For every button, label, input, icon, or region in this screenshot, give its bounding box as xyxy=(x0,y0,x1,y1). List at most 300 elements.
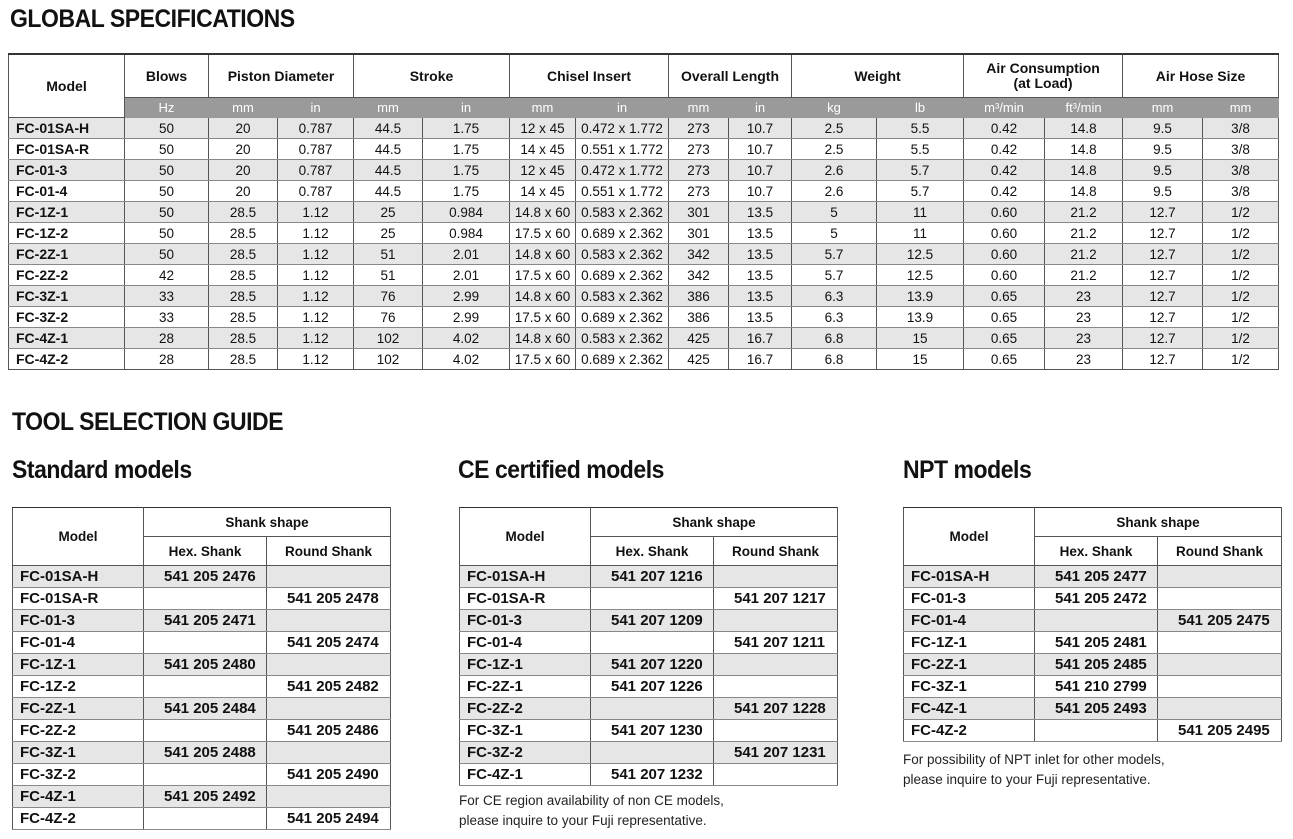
spec-value-cell: 21.2 xyxy=(1045,265,1123,286)
table-row xyxy=(9,307,1279,328)
specs-unit-cell: ft³/min xyxy=(1045,98,1123,118)
table-row xyxy=(13,786,391,808)
table-row xyxy=(460,654,838,676)
spec-value-cell: 0.472 x 1.772 xyxy=(576,160,669,181)
guide-header-model: Model xyxy=(460,508,591,566)
model-cell: FC-01-4 xyxy=(904,610,1035,632)
spec-value-cell: 12 x 45 xyxy=(510,160,576,181)
spec-value-cell: 50 xyxy=(125,139,209,160)
spec-value-cell: 1/2 xyxy=(1203,223,1279,244)
specs-header-model: Model xyxy=(9,54,125,118)
hex-shank-code-cell: 541 205 2493 xyxy=(1035,698,1158,720)
hex-shank-code-cell xyxy=(591,588,714,610)
spec-value-cell: 28.5 xyxy=(209,223,278,244)
note-line: For possibility of NPT inlet for other models, xyxy=(903,752,1165,767)
spec-value-cell: 273 xyxy=(669,181,729,202)
spec-value-cell: 15 xyxy=(877,328,964,349)
spec-value-cell: 0.787 xyxy=(278,181,354,202)
spec-value-cell: 14.8 x 60 xyxy=(510,244,576,265)
spec-value-cell: 1/2 xyxy=(1203,328,1279,349)
spec-value-cell: 14.8 x 60 xyxy=(510,328,576,349)
spec-value-cell: 14.8 xyxy=(1045,118,1123,139)
spec-value-cell: 14.8 xyxy=(1045,160,1123,181)
round-shank-code-cell xyxy=(1158,654,1282,676)
spec-value-cell: 0.583 x 2.362 xyxy=(576,244,669,265)
spec-value-cell: 5.7 xyxy=(877,181,964,202)
spec-value-cell: 1/2 xyxy=(1203,349,1279,370)
table-row xyxy=(460,610,838,632)
spec-value-cell: 1.12 xyxy=(278,265,354,286)
model-cell: FC-1Z-1 xyxy=(460,654,591,676)
spec-value-cell: 3/8 xyxy=(1203,160,1279,181)
spec-value-cell: 0.551 x 1.772 xyxy=(576,139,669,160)
hex-shank-code-cell: 541 207 1226 xyxy=(591,676,714,698)
round-shank-code-cell xyxy=(714,676,838,698)
round-shank-code-cell xyxy=(714,764,838,786)
spec-value-cell: 28.5 xyxy=(209,349,278,370)
table-row xyxy=(9,160,1279,181)
hex-shank-code-cell: 541 210 2799 xyxy=(1035,676,1158,698)
spec-value-cell: 0.65 xyxy=(964,286,1045,307)
spec-value-cell: 51 xyxy=(354,244,423,265)
spec-value-cell: 51 xyxy=(354,265,423,286)
model-cell: FC-2Z-1 xyxy=(904,654,1035,676)
table-row xyxy=(904,654,1282,676)
spec-value-cell: 0.42 xyxy=(964,139,1045,160)
model-cell: FC-2Z-1 xyxy=(13,698,144,720)
note-line: please inquire to your Fuji representative. xyxy=(903,772,1151,787)
specs-unit-cell: in xyxy=(423,98,510,118)
spec-value-cell: 1.12 xyxy=(278,223,354,244)
table-row xyxy=(9,265,1279,286)
spec-value-cell: 9.5 xyxy=(1123,181,1203,202)
model-cell: FC-2Z-1 xyxy=(9,244,125,265)
table-row xyxy=(460,742,838,764)
spec-value-cell: 0.583 x 2.362 xyxy=(576,286,669,307)
hex-shank-code-cell xyxy=(1035,720,1158,742)
round-shank-code-cell xyxy=(714,720,838,742)
spec-value-cell: 0.689 x 2.362 xyxy=(576,223,669,244)
round-shank-code-cell: 541 205 2494 xyxy=(267,808,391,830)
model-cell: FC-01-3 xyxy=(13,610,144,632)
round-shank-code-cell xyxy=(1158,698,1282,720)
spec-value-cell: 25 xyxy=(354,202,423,223)
spec-value-cell: 15 xyxy=(877,349,964,370)
hex-shank-code-cell: 541 207 1216 xyxy=(591,566,714,588)
model-cell: FC-01-4 xyxy=(9,181,125,202)
spec-value-cell: 342 xyxy=(669,265,729,286)
spec-value-cell: 5.7 xyxy=(792,244,877,265)
spec-value-cell: 50 xyxy=(125,202,209,223)
spec-value-cell: 50 xyxy=(125,160,209,181)
spec-value-cell: 28.5 xyxy=(209,244,278,265)
model-cell: FC-4Z-1 xyxy=(460,764,591,786)
round-shank-code-cell: 541 207 1217 xyxy=(714,588,838,610)
spec-value-cell: 3/8 xyxy=(1203,181,1279,202)
spec-value-cell: 14.8 xyxy=(1045,181,1123,202)
spec-value-cell: 0.42 xyxy=(964,118,1045,139)
hex-shank-code-cell xyxy=(144,676,267,698)
spec-value-cell: 14.8 xyxy=(1045,139,1123,160)
spec-value-cell: 44.5 xyxy=(354,139,423,160)
specs-unit-cell: mm xyxy=(1203,98,1279,118)
spec-value-cell: 50 xyxy=(125,223,209,244)
spec-value-cell: 12.7 xyxy=(1123,244,1203,265)
round-shank-code-cell xyxy=(267,610,391,632)
spec-value-cell: 12.7 xyxy=(1123,286,1203,307)
specs-unit-cell: in xyxy=(729,98,792,118)
table-row xyxy=(13,698,391,720)
spec-value-cell: 6.3 xyxy=(792,307,877,328)
spec-value-cell: 12.7 xyxy=(1123,307,1203,328)
table-row xyxy=(9,118,1279,139)
model-cell: FC-4Z-1 xyxy=(9,328,125,349)
spec-value-cell: 12.5 xyxy=(877,265,964,286)
round-shank-code-cell xyxy=(1158,566,1282,588)
spec-value-cell: 2.5 xyxy=(792,139,877,160)
specs-header-weight: Weight xyxy=(792,54,964,98)
table-row xyxy=(904,720,1282,742)
hex-shank-code-cell xyxy=(144,588,267,610)
spec-value-cell: 23 xyxy=(1045,349,1123,370)
hex-shank-code-cell xyxy=(1035,610,1158,632)
spec-value-cell: 6.8 xyxy=(792,349,877,370)
spec-value-cell: 12 x 45 xyxy=(510,118,576,139)
spec-value-cell: 10.7 xyxy=(729,181,792,202)
model-cell: FC-1Z-2 xyxy=(13,676,144,698)
spec-value-cell: 3/8 xyxy=(1203,118,1279,139)
hex-shank-code-cell xyxy=(591,742,714,764)
spec-value-cell: 6.3 xyxy=(792,286,877,307)
model-cell: FC-4Z-1 xyxy=(13,786,144,808)
model-cell: FC-3Z-1 xyxy=(13,742,144,764)
specs-header-air-hose-size: Air Hose Size xyxy=(1123,54,1279,98)
spec-value-cell: 11 xyxy=(877,223,964,244)
spec-value-cell: 6.8 xyxy=(792,328,877,349)
spec-value-cell: 1.12 xyxy=(278,286,354,307)
model-cell: FC-1Z-2 xyxy=(9,223,125,244)
round-shank-code-cell: 541 205 2482 xyxy=(267,676,391,698)
round-shank-code-cell: 541 205 2474 xyxy=(267,632,391,654)
spec-value-cell: 12.7 xyxy=(1123,265,1203,286)
model-cell: FC-4Z-2 xyxy=(13,808,144,830)
table-row xyxy=(460,588,838,610)
hex-shank-code-cell: 541 207 1209 xyxy=(591,610,714,632)
model-cell: FC-01SA-H xyxy=(13,566,144,588)
hex-shank-code-cell xyxy=(144,720,267,742)
specs-unit-cell: Hz xyxy=(125,98,209,118)
spec-value-cell: 5 xyxy=(792,202,877,223)
table-row xyxy=(904,698,1282,720)
table-row xyxy=(13,676,391,698)
specs-header-overall-length: Overall Length xyxy=(669,54,792,98)
spec-value-cell: 301 xyxy=(669,223,729,244)
spec-value-cell: 20 xyxy=(209,118,278,139)
spec-value-cell: 0.689 x 2.362 xyxy=(576,265,669,286)
spec-value-cell: 13.9 xyxy=(877,286,964,307)
spec-value-cell: 0.60 xyxy=(964,223,1045,244)
table-row xyxy=(13,588,391,610)
table-row xyxy=(9,202,1279,223)
spec-value-cell: 44.5 xyxy=(354,118,423,139)
spec-value-cell: 16.7 xyxy=(729,349,792,370)
spec-value-cell: 5 xyxy=(792,223,877,244)
spec-value-cell: 1/2 xyxy=(1203,244,1279,265)
spec-value-cell: 2.01 xyxy=(423,244,510,265)
guide-header-shank-shape: Shank shape xyxy=(591,508,838,537)
spec-value-cell: 50 xyxy=(125,118,209,139)
spec-value-cell: 42 xyxy=(125,265,209,286)
spec-value-cell: 1.12 xyxy=(278,307,354,328)
spec-value-cell: 0.787 xyxy=(278,139,354,160)
spec-value-cell: 13.5 xyxy=(729,265,792,286)
hex-shank-code-cell: 541 205 2484 xyxy=(144,698,267,720)
hex-shank-code-cell: 541 207 1232 xyxy=(591,764,714,786)
guide-header-hex-shank: Hex. Shank xyxy=(591,537,714,566)
npt-models-title: NPT models xyxy=(903,456,1032,484)
hex-shank-code-cell: 541 205 2472 xyxy=(1035,588,1158,610)
spec-value-cell: 342 xyxy=(669,244,729,265)
spec-value-cell: 28.5 xyxy=(209,286,278,307)
spec-value-cell: 14 x 45 xyxy=(510,139,576,160)
hex-shank-code-cell: 541 205 2485 xyxy=(1035,654,1158,676)
spec-value-cell: 17.5 x 60 xyxy=(510,223,576,244)
spec-value-cell: 23 xyxy=(1045,286,1123,307)
model-cell: FC-2Z-2 xyxy=(13,720,144,742)
spec-value-cell: 3/8 xyxy=(1203,139,1279,160)
spec-value-cell: 21.2 xyxy=(1045,244,1123,265)
spec-value-cell: 0.65 xyxy=(964,349,1045,370)
specs-unit-cell: mm xyxy=(669,98,729,118)
spec-value-cell: 1.75 xyxy=(423,181,510,202)
round-shank-code-cell xyxy=(267,698,391,720)
table-row xyxy=(13,742,391,764)
guide-header-round-shank: Round Shank xyxy=(1158,537,1282,566)
hex-shank-code-cell: 541 205 2481 xyxy=(1035,632,1158,654)
page-title: GLOBAL SPECIFICATIONS xyxy=(10,5,295,33)
model-cell: FC-3Z-2 xyxy=(460,742,591,764)
spec-value-cell: 12.5 xyxy=(877,244,964,265)
hex-shank-code-cell: 541 205 2480 xyxy=(144,654,267,676)
round-shank-code-cell: 541 207 1211 xyxy=(714,632,838,654)
spec-value-cell: 5.5 xyxy=(877,118,964,139)
model-cell: FC-01-3 xyxy=(904,588,1035,610)
spec-value-cell: 0.42 xyxy=(964,181,1045,202)
spec-value-cell: 1.75 xyxy=(423,160,510,181)
specs-header-stroke: Stroke xyxy=(354,54,510,98)
specs-unit-cell: mm xyxy=(209,98,278,118)
spec-value-cell: 23 xyxy=(1045,307,1123,328)
spec-value-cell: 0.65 xyxy=(964,328,1045,349)
spec-value-cell: 102 xyxy=(354,328,423,349)
table-row xyxy=(460,632,838,654)
spec-value-cell: 0.60 xyxy=(964,244,1045,265)
table-row xyxy=(13,610,391,632)
guide-header-hex-shank: Hex. Shank xyxy=(1035,537,1158,566)
hex-shank-code-cell xyxy=(591,632,714,654)
spec-value-cell: 1/2 xyxy=(1203,202,1279,223)
model-cell: FC-3Z-2 xyxy=(9,307,125,328)
note-line: For CE region availability of non CE models, xyxy=(459,793,724,808)
spec-value-cell: 102 xyxy=(354,349,423,370)
spec-value-cell: 28 xyxy=(125,328,209,349)
model-cell: FC-3Z-2 xyxy=(13,764,144,786)
table-row xyxy=(9,349,1279,370)
hex-shank-code-cell xyxy=(591,698,714,720)
spec-value-cell: 1/2 xyxy=(1203,286,1279,307)
spec-value-cell: 1.12 xyxy=(278,328,354,349)
spec-value-cell: 12.7 xyxy=(1123,328,1203,349)
spec-value-cell: 10.7 xyxy=(729,118,792,139)
spec-value-cell: 44.5 xyxy=(354,181,423,202)
spec-value-cell: 0.583 x 2.362 xyxy=(576,328,669,349)
model-cell: FC-01-4 xyxy=(13,632,144,654)
model-cell: FC-1Z-1 xyxy=(904,632,1035,654)
spec-value-cell: 20 xyxy=(209,160,278,181)
round-shank-code-cell xyxy=(267,566,391,588)
spec-value-cell: 76 xyxy=(354,286,423,307)
model-cell: FC-01SA-H xyxy=(9,118,125,139)
round-shank-code-cell: 541 205 2478 xyxy=(267,588,391,610)
spec-value-cell: 28 xyxy=(125,349,209,370)
specs-unit-cell: in xyxy=(576,98,669,118)
spec-value-cell: 1.12 xyxy=(278,244,354,265)
spec-value-cell: 12.7 xyxy=(1123,223,1203,244)
spec-value-cell: 0.787 xyxy=(278,160,354,181)
tool-selection-guide-title: TOOL SELECTION GUIDE xyxy=(12,408,284,436)
round-shank-code-cell xyxy=(267,742,391,764)
spec-value-cell: 12.7 xyxy=(1123,202,1203,223)
round-shank-code-cell xyxy=(1158,676,1282,698)
table-row xyxy=(9,244,1279,265)
spec-value-cell: 23 xyxy=(1045,328,1123,349)
model-cell: FC-3Z-1 xyxy=(9,286,125,307)
model-cell: FC-4Z-1 xyxy=(904,698,1035,720)
spec-value-cell: 425 xyxy=(669,349,729,370)
round-shank-code-cell xyxy=(714,566,838,588)
model-cell: FC-01-3 xyxy=(9,160,125,181)
table-row xyxy=(9,181,1279,202)
spec-value-cell: 44.5 xyxy=(354,160,423,181)
model-cell: FC-01SA-R xyxy=(9,139,125,160)
spec-value-cell: 301 xyxy=(669,202,729,223)
model-cell: FC-01-4 xyxy=(460,632,591,654)
spec-value-cell: 273 xyxy=(669,139,729,160)
round-shank-code-cell: 541 205 2490 xyxy=(267,764,391,786)
guide-header-model: Model xyxy=(13,508,144,566)
specs-unit-cell: kg xyxy=(792,98,877,118)
specs-header-piston-diameter: Piston Diameter xyxy=(209,54,354,98)
spec-value-cell: 28.5 xyxy=(209,202,278,223)
specs-unit-cell: lb xyxy=(877,98,964,118)
hex-shank-code-cell xyxy=(144,632,267,654)
spec-value-cell: 1.75 xyxy=(423,118,510,139)
spec-value-cell: 0.551 x 1.772 xyxy=(576,181,669,202)
model-cell: FC-01SA-R xyxy=(460,588,591,610)
spec-value-cell: 14.8 x 60 xyxy=(510,286,576,307)
spec-value-cell: 28.5 xyxy=(209,307,278,328)
spec-value-cell: 14.8 x 60 xyxy=(510,202,576,223)
hex-shank-code-cell: 541 207 1230 xyxy=(591,720,714,742)
spec-value-cell: 2.01 xyxy=(423,265,510,286)
table-row xyxy=(904,566,1282,588)
spec-value-cell: 13.5 xyxy=(729,307,792,328)
table-row xyxy=(9,139,1279,160)
spec-value-cell: 13.5 xyxy=(729,244,792,265)
spec-value-cell: 0.42 xyxy=(964,160,1045,181)
ce-models-note xyxy=(459,791,724,831)
spec-value-cell: 2.99 xyxy=(423,307,510,328)
spec-value-cell: 20 xyxy=(209,139,278,160)
guide-header-hex-shank: Hex. Shank xyxy=(144,537,267,566)
round-shank-code-cell xyxy=(267,786,391,808)
round-shank-code-cell: 541 205 2486 xyxy=(267,720,391,742)
spec-value-cell: 425 xyxy=(669,328,729,349)
spec-value-cell: 4.02 xyxy=(423,328,510,349)
table-row xyxy=(9,328,1279,349)
model-cell: FC-2Z-2 xyxy=(460,698,591,720)
guide-header-shank-shape: Shank shape xyxy=(144,508,391,537)
spec-value-cell: 17.5 x 60 xyxy=(510,265,576,286)
spec-value-cell: 0.472 x 1.772 xyxy=(576,118,669,139)
round-shank-code-cell: 541 207 1228 xyxy=(714,698,838,720)
model-cell: FC-3Z-1 xyxy=(460,720,591,742)
spec-value-cell: 2.6 xyxy=(792,160,877,181)
table-row xyxy=(460,698,838,720)
spec-value-cell: 2.6 xyxy=(792,181,877,202)
spec-value-cell: 5.7 xyxy=(877,160,964,181)
hex-shank-code-cell: 541 205 2471 xyxy=(144,610,267,632)
spec-value-cell: 0.583 x 2.362 xyxy=(576,202,669,223)
model-cell: FC-01SA-H xyxy=(904,566,1035,588)
specs-units-row xyxy=(9,98,1279,118)
spec-value-cell: 273 xyxy=(669,118,729,139)
spec-value-cell: 21.2 xyxy=(1045,202,1123,223)
ce-models-table xyxy=(459,507,838,786)
table-row xyxy=(13,808,391,830)
hex-shank-code-cell: 541 205 2477 xyxy=(1035,566,1158,588)
specs-unit-cell: mm xyxy=(1123,98,1203,118)
spec-value-cell: 10.7 xyxy=(729,160,792,181)
table-row xyxy=(9,223,1279,244)
model-cell: FC-2Z-2 xyxy=(9,265,125,286)
spec-value-cell: 50 xyxy=(125,244,209,265)
spec-value-cell: 1/2 xyxy=(1203,265,1279,286)
round-shank-code-cell: 541 205 2475 xyxy=(1158,610,1282,632)
spec-value-cell: 9.5 xyxy=(1123,139,1203,160)
spec-value-cell: 1.12 xyxy=(278,349,354,370)
spec-value-cell: 33 xyxy=(125,307,209,328)
model-cell: FC-01-3 xyxy=(460,610,591,632)
table-row xyxy=(9,286,1279,307)
spec-value-cell: 17.5 x 60 xyxy=(510,349,576,370)
spec-value-cell: 28.5 xyxy=(209,265,278,286)
spec-value-cell: 0.787 xyxy=(278,118,354,139)
model-cell: FC-4Z-2 xyxy=(9,349,125,370)
spec-value-cell: 12.7 xyxy=(1123,349,1203,370)
guide-header-shank-shape: Shank shape xyxy=(1035,508,1282,537)
specs-header-row xyxy=(9,54,1279,98)
round-shank-code-cell xyxy=(1158,632,1282,654)
specs-unit-cell: in xyxy=(278,98,354,118)
round-shank-code-cell: 541 207 1231 xyxy=(714,742,838,764)
spec-value-cell: 1.12 xyxy=(278,202,354,223)
hex-shank-code-cell: 541 205 2476 xyxy=(144,566,267,588)
table-row xyxy=(460,720,838,742)
specs-unit-cell: m³/min xyxy=(964,98,1045,118)
model-cell: FC-01SA-R xyxy=(13,588,144,610)
model-cell: FC-2Z-1 xyxy=(460,676,591,698)
